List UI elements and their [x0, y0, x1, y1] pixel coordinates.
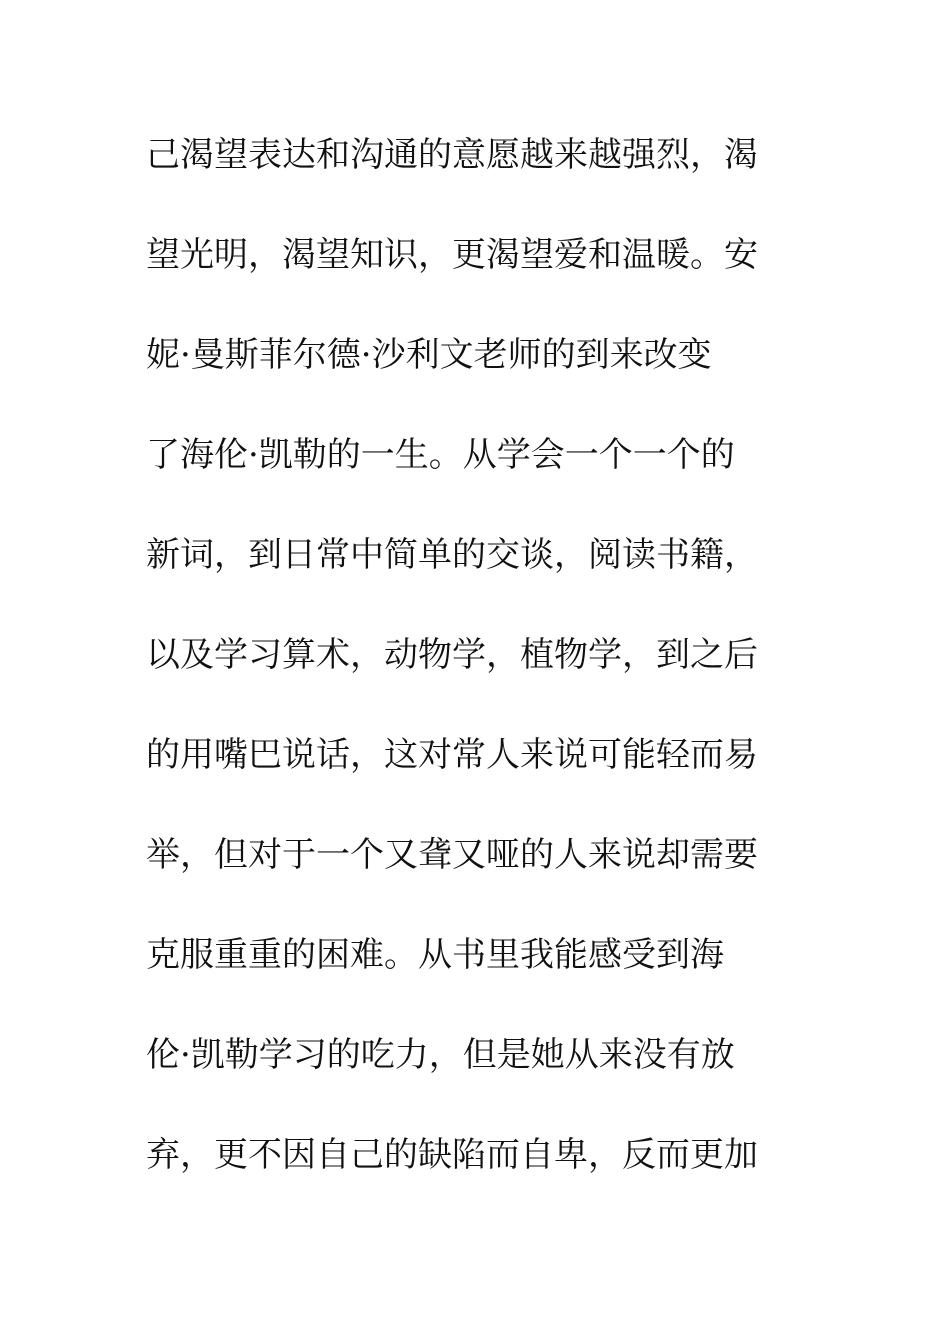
text-line: 弃，更不因自己的缺陷而自卑，反而更加 [146, 1135, 758, 1175]
text-line: 了海伦·凯勒的一生。从学会一个一个的 [146, 435, 735, 475]
text-line: 克服重重的困难。从书里我能感受到海 [146, 935, 724, 975]
text-line: 的用嘴巴说话，这对常人来说可能轻而易 [146, 735, 758, 775]
text-line: 举，但对于一个又聋又哑的人来说却需要 [146, 835, 758, 875]
text-line: 以及学习算术，动物学，植物学，到之后 [146, 635, 758, 675]
text-line: 伦·凯勒学习的吃力，但是她从来没有放 [146, 1035, 735, 1075]
text-line: 望光明，渴望知识，更渴望爱和温暖。安 [146, 235, 758, 275]
body-text [146, 125, 786, 1225]
text-line: 新词，到日常中简单的交谈，阅读书籍， [146, 535, 758, 575]
text-line: 己渴望表达和沟通的意愿越来越强烈，渴 [146, 135, 758, 175]
text-line: 妮·曼斯菲尔德·沙利文老师的到来改变 [146, 335, 712, 375]
